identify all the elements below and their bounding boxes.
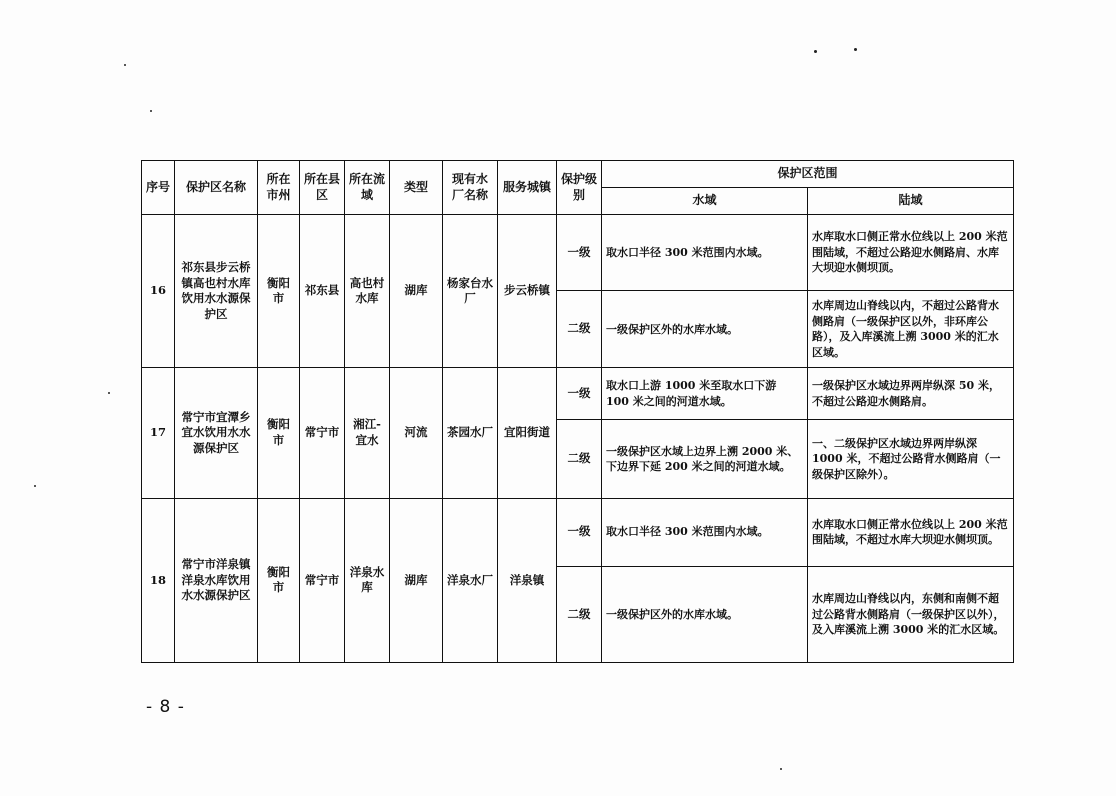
row-county: 祁东县 <box>300 215 345 368</box>
row-land-range: 水库取水口侧正常水位线以上 200 米范围陆域，不超过公路迎水侧路肩、水库大坝迎水侧坝顶。 <box>808 215 1014 291</box>
row-type: 湖库 <box>390 215 443 368</box>
row-town: 步云桥镇 <box>498 215 557 368</box>
row-water-range: 取水口上游 1000 米至取水口下游 100 米之间的河道水域。 <box>602 368 808 420</box>
row-water-range: 一级保护区外的水库水域。 <box>602 566 808 662</box>
scan-speck <box>814 50 817 53</box>
header-town: 服务城镇 <box>498 161 557 215</box>
row-name: 祁东县步云桥镇高也村水库饮用水水源保护区 <box>175 215 258 368</box>
scan-speck <box>780 768 782 770</box>
header-level: 保护级别 <box>557 161 602 215</box>
row-water-range: 取水口半径 300 米范围内水域。 <box>602 215 808 291</box>
row-basin: 湘江-宜水 <box>345 368 390 498</box>
row-seq: 16 <box>142 215 175 368</box>
header-plant: 现有水厂名称 <box>443 161 498 215</box>
row-level: 二级 <box>557 566 602 662</box>
scan-speck <box>854 48 857 51</box>
row-city: 衡阳市 <box>258 368 300 498</box>
row-land-range: 水库周边山脊线以内，东侧和南侧不超过公路背水侧路肩（一级保护区以外），及入库溪流上溯 3000 米的汇水区域。 <box>808 566 1014 662</box>
row-county: 常宁市 <box>300 368 345 498</box>
row-level: 一级 <box>557 498 602 566</box>
row-level: 一级 <box>557 368 602 420</box>
row-water-range: 一级保护区外的水库水域。 <box>602 291 808 368</box>
row-level: 二级 <box>557 291 602 368</box>
row-county: 常宁市 <box>300 498 345 662</box>
header-basin: 所在流域 <box>345 161 390 215</box>
row-city: 衡阳市 <box>258 498 300 662</box>
scan-speck <box>108 392 110 394</box>
header-county: 所在县区 <box>300 161 345 215</box>
header-range: 保护区范围 <box>602 161 1014 188</box>
row-town: 洋泉镇 <box>498 498 557 662</box>
table-row <box>142 215 1014 291</box>
row-level: 二级 <box>557 420 602 498</box>
row-type: 湖库 <box>390 498 443 662</box>
row-plant: 洋泉水厂 <box>443 498 498 662</box>
scan-speck <box>124 64 126 66</box>
row-basin: 洋泉水库 <box>345 498 390 662</box>
row-water-range: 一级保护区水域上边界上溯 2000 米、下边界下延 200 米之间的河道水域。 <box>602 420 808 498</box>
table-row <box>142 498 1014 566</box>
row-type: 河流 <box>390 368 443 498</box>
row-plant: 茶园水厂 <box>443 368 498 498</box>
water-source-protection-table <box>141 160 1014 663</box>
row-name: 常宁市洋泉镇洋泉水库饮用水水源保护区 <box>175 498 258 662</box>
header-name: 保护区名称 <box>175 161 258 215</box>
row-plant: 杨家台水厂 <box>443 215 498 368</box>
row-land-range: 一级保护区水域边界两岸纵深 50 米，不超过公路迎水侧路肩。 <box>808 368 1014 420</box>
page-number: - 8 - <box>146 697 185 717</box>
header-type: 类型 <box>390 161 443 215</box>
header-land: 陆域 <box>808 188 1014 215</box>
header-water: 水域 <box>602 188 808 215</box>
row-name: 常宁市宜潭乡宜水饮用水水源保护区 <box>175 368 258 498</box>
row-basin: 高也村水库 <box>345 215 390 368</box>
row-seq: 18 <box>142 498 175 662</box>
row-town: 宜阳街道 <box>498 368 557 498</box>
scan-speck <box>150 110 152 112</box>
row-land-range: 水库取水口侧正常水位线以上 200 米范围陆域，不超过水库大坝迎水侧坝顶。 <box>808 498 1014 566</box>
scan-speck <box>34 485 36 487</box>
row-water-range: 取水口半径 300 米范围内水域。 <box>602 498 808 566</box>
header-seq: 序号 <box>142 161 175 215</box>
table-row <box>142 368 1014 420</box>
row-land-range: 水库周边山脊线以内，不超过公路背水侧路肩（一级保护区以外，非环库公路），及入库溪流上溯 3000 米的汇水区域。 <box>808 291 1014 368</box>
row-city: 衡阳市 <box>258 215 300 368</box>
row-level: 一级 <box>557 215 602 291</box>
row-seq: 17 <box>142 368 175 498</box>
row-land-range: 一、二级保护区水域边界两岸纵深 1000 米，不超过公路背水侧路肩（一级保护区除外）。 <box>808 420 1014 498</box>
header-city: 所在市州 <box>258 161 300 215</box>
